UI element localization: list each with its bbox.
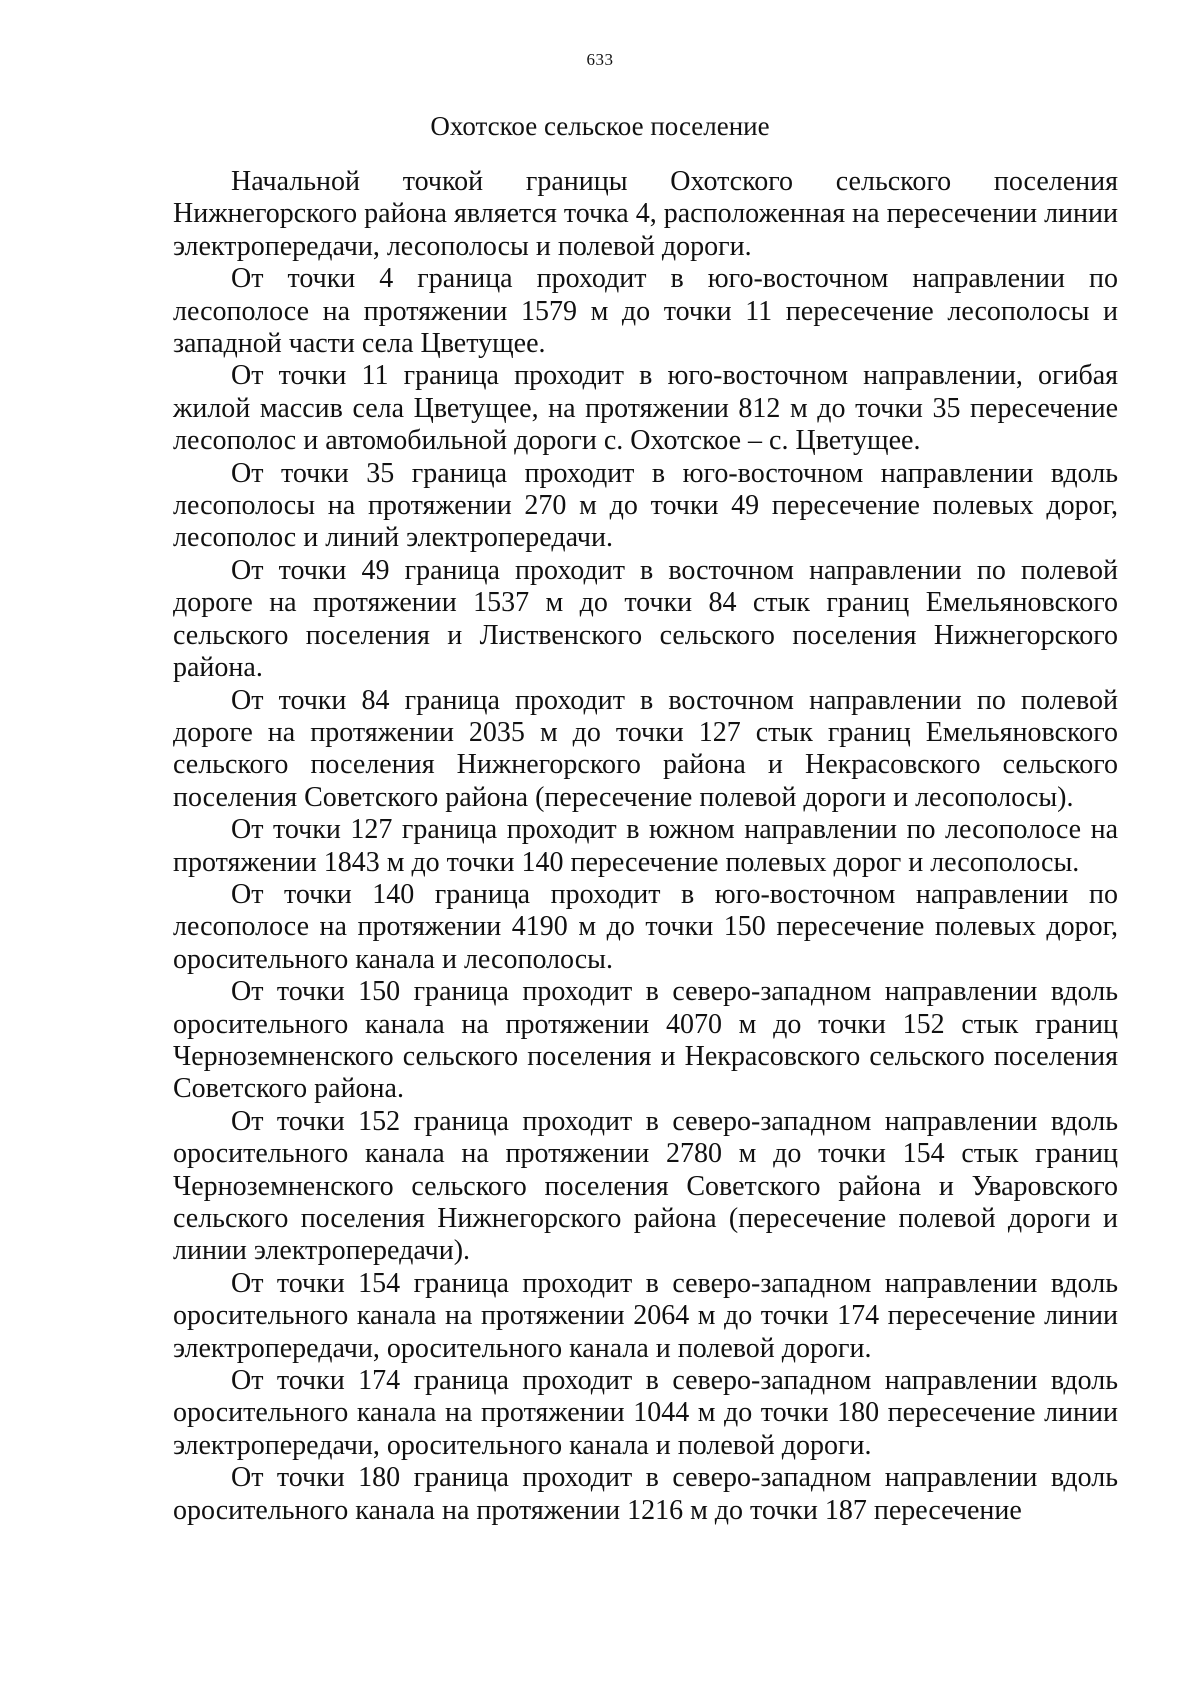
paragraph: От точки 180 граница проходит в северо-западном направлении вдоль оросительного канала на протяжении 1216 м до точки 187 пересечение — [173, 1462, 1118, 1526]
paragraph: От точки 154 граница проходит в северо-западном направлении вдоль оросительного канала на протяжении 2064 м до точки 174 пересечение линии электропередачи, оросительного канала и полевой дороги. — [173, 1267, 1118, 1364]
paragraph: От точки 4 граница проходит в юго-восточном направлении по лесополосе на протяжении 1579 м до точки 11 пересечение лесополосы и западной части села Цветущее. — [173, 263, 1118, 360]
page-title: Охотское сельское поселение — [430, 111, 770, 141]
paragraph: От точки 140 граница проходит в юго-восточном направлении по лесополосе на протяжении 4190 м до точки 150 пересечение полевых дорог, оросительного канала и лесополосы. — [173, 878, 1118, 975]
page-number: 633 — [586, 50, 614, 69]
paragraph: От точки 35 граница проходит в юго-восточном направлении вдоль лесополосы на протяжении 270 м до точки 49 пересечение полевых дорог, лесополос и линий электропередачи. — [173, 457, 1118, 554]
paragraph: От точки 174 граница проходит в северо-западном направлении вдоль оросительного канала на протяжении 1044 м до точки 180 пересечение линии электропередачи, оросительного канала и полевой дороги. — [173, 1365, 1118, 1461]
paragraph: От точки 84 граница проходит в восточном направлении по полевой дороге на протяжении 2035 м до точки 127 стык границ Емельяновского сельского поселения Нижнегорского района и Некрасовского сельского поселения Советского района (пересечение полевой дороги и лесополосы). — [173, 684, 1118, 813]
paragraph: От точки 150 граница проходит в северо-западном направлении вдоль оросительного канала на протяжении 4070 м до точки 152 стык границ Черноземненского сельского поселения и Некрасовского сельского поселения Советского района. — [173, 976, 1118, 1105]
paragraph: От точки 152 граница проходит в северо-западном направлении вдоль оросительного канала на протяжении 2780 м до точки 154 стык границ Черноземненского сельского поселения Советского района и Уваровского сельского поселения Нижнегорского района (пересечение полевой дороги и линии электропередачи). — [173, 1105, 1118, 1267]
paragraph: От точки 11 граница проходит в юго-восточном направлении, огибая жилой массив села Цветущее, на протяжении 812 м до точки 35 пересечение лесополос и автомобильной дороги с. Охотское – с. Цветущее. — [173, 360, 1118, 457]
document-body — [173, 166, 1118, 1527]
paragraph: Начальной точкой границы Охотского сельского поселения Нижнегорского района является точка 4, расположенная на пересечении линии электропередачи, лесополосы и полевой дороги. — [173, 166, 1118, 262]
paragraph: От точки 127 граница проходит в южном направлении по лесополосе на протяжении 1843 м до точки 140 пересечение полевых дорог и лесополосы. — [173, 814, 1118, 878]
paragraph: От точки 49 граница проходит в восточном направлении по полевой дороге на протяжении 1537 м до точки 84 стык границ Емельяновского сельского поселения и Лиственского сельского поселения Нижнегорского района. — [173, 554, 1118, 684]
